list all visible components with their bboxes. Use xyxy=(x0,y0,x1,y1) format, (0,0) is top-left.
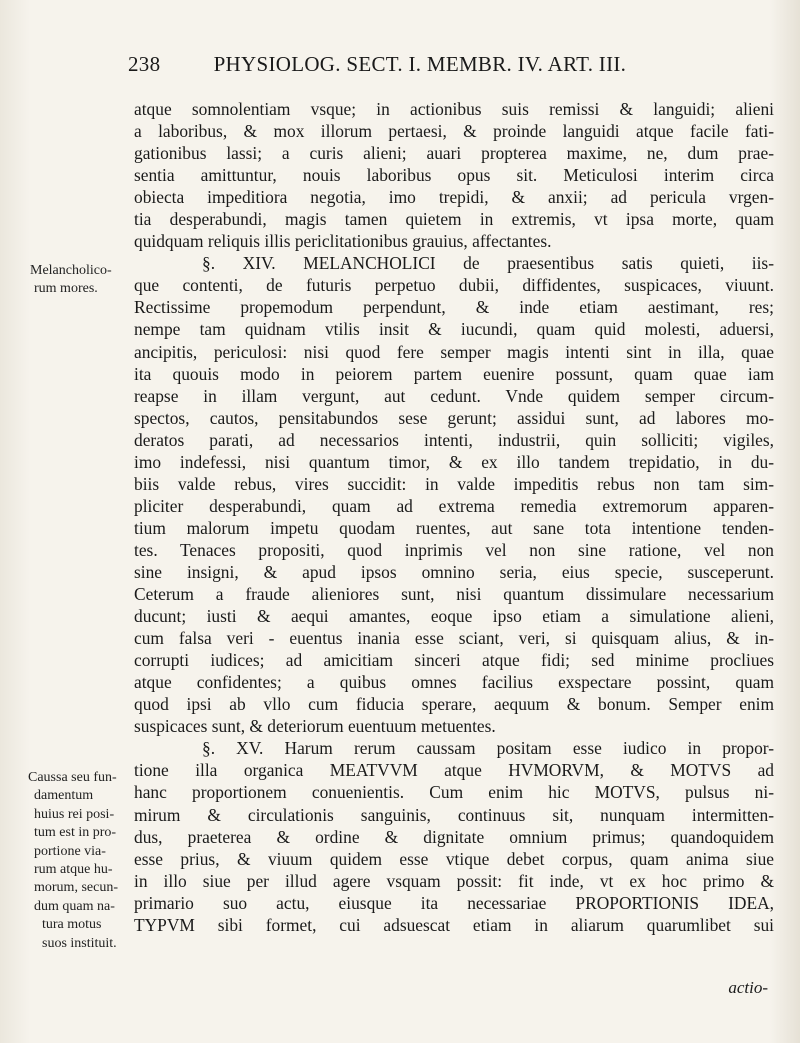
margin-note-line: tum est in pro- xyxy=(34,825,117,841)
text-line: ancipitis, periculosi: nisi quod fere semper magis intenti sint in illa, quae xyxy=(134,341,774,362)
section-14-heading-line: §. XIV. MELANCHOLICI de praesentibus satis quieti, iis- xyxy=(202,253,774,274)
text-line: esse prius, & viuum quidem esse vtique debet corpus, quam anima siue xyxy=(134,848,774,869)
text-line: spectos, cautos, pensitabundos sese gerunt; assidui sunt, ad labores mo- xyxy=(134,407,774,428)
text-line: dus, praeterea & ordine & dignitate omnium primus; quandoquidem xyxy=(134,826,774,847)
text-line: hanc proportionem conuenientis. Cum enim hic MOTVS, pulsus ni- xyxy=(134,782,774,803)
margin-note-line: tura motus xyxy=(42,917,102,933)
margin-note-line: morum, secun- xyxy=(34,880,118,896)
text-line: atque somnolentiam vsque; in actionibus suis remissi & languidi; alieni xyxy=(134,99,774,119)
margin-note-cause xyxy=(28,769,140,953)
text-line: gationibus lassi; a curis alieni; auari propterea maxime, ne, dum prae- xyxy=(134,143,774,164)
margin-note-line: rum mores. xyxy=(34,281,98,297)
text-line: Rectissime propemodum perpendunt, & inde etiam aestimant, res; xyxy=(134,297,774,318)
text-line: TYPVM sibi formet, cui adsuescat etiam in aliarum quarumlibet sui xyxy=(134,914,774,935)
section-15-heading-line: §. XV. Harum rerum caussam positam esse iudico in propor- xyxy=(202,738,774,759)
margin-note-line: Melancholico- xyxy=(30,263,112,278)
text-line: quod ipsi ab vllo cum fiducia sperare, aequum & bonum. Semper enim xyxy=(134,694,774,715)
text-line: ita quouis modo in peiorem partem euenire possunt, quam quae iam xyxy=(134,363,774,384)
page-number: 238 xyxy=(128,52,161,76)
margin-note-line: dum quam na- xyxy=(34,898,115,914)
main-text xyxy=(134,98,774,936)
text-line: cum falsa veri - euentus inania esse sciant, veri, si quisquam alius, & in- xyxy=(134,628,774,649)
text-line: deratos parati, ad necessarios intenti, industrii, quin solliciti; vigiles, xyxy=(134,429,774,450)
text-line: nempe tam quidnam vtilis insit & iucundi, quam quid molesti, aduersi, xyxy=(134,319,774,340)
text-line: que contenti, de futuris perpetuo dubii, diffidentes, suspicaces, viuunt. xyxy=(134,275,774,296)
text-line: tes. Tenaces propositi, quod inprimis vel non sine ratione, vel non xyxy=(134,539,774,560)
text-line: mirum & circulationis sanguinis, continuus sit, nunquam intermitten- xyxy=(134,804,774,825)
catchword: actio- xyxy=(728,978,768,997)
text-line: quidquam reliquis illis periclitationibus grauius, affectantes. xyxy=(134,231,552,252)
margin-note-line: rum atque hu- xyxy=(34,862,113,878)
text-line: sentia amittuntur, nouis laboribus opus sit. Meticulosi interim circa xyxy=(134,165,774,186)
text-line: pliciter desperabundi, quam ad extrema remedia extremorum apparen- xyxy=(134,495,774,516)
text-line: tione illa organica MEATVVM atque HVMORVM, & MOTVS ad xyxy=(134,760,774,781)
text-line: corrupti iudices; ad amicitiam sinceri atque fidi; sed minime procliues xyxy=(134,650,774,671)
margin-note-melancholic-manners xyxy=(30,262,142,299)
text-line: in illo siue per illud agere vsquam possit: fit inde, vt ex hoc primo & xyxy=(134,870,774,891)
text-line: biis valde rebus, vires succidit: in valde impeditis rebus non tam sim- xyxy=(134,473,774,494)
margin-note-line: huius rei posi- xyxy=(34,806,115,822)
margin-note-line: Caussa seu fun- xyxy=(28,770,117,785)
text-line: ducunt; iusti & aequi amantes, eoque ipso etiam a simulatione alieni, xyxy=(134,606,774,627)
text-line: tia desperabundi, magis tamen quietem in extremis, vt ipsa morte, quam xyxy=(134,209,774,230)
text-line: suspicaces sunt, & deteriorum euentuum metuentes. xyxy=(134,716,496,737)
page-header xyxy=(128,52,768,77)
margin-note-line: suos instituit. xyxy=(42,935,117,951)
text-line: primario suo actu, eiusque ita necessariae PROPORTIONIS IDEA, xyxy=(134,892,774,913)
text-line: a laboribus, & mox illorum pertaesi, & proinde languidi atque facile fati- xyxy=(134,121,774,142)
text-line: imo indefessi, nisi quantum timor, & ex illo tandem trepidatio, in du- xyxy=(134,451,774,472)
text-line: reapse in illam vergunt, aut cedunt. Vnde quidem semper circum- xyxy=(134,385,774,406)
text-line: sine insigni, & apud ipsos omnino seria, eius specie, susceperunt. xyxy=(134,561,774,582)
text-line: atque confidentes; a quibus omnes facilius exspectare possint, quam xyxy=(134,672,774,693)
running-title: PHYSIOLOG. SECT. I. MEMBR. IV. ART. III. xyxy=(213,52,627,76)
text-line: tium malorum impetu quodam ruentes, aut sane tota intentione tenden- xyxy=(134,517,774,538)
text-line: Ceterum a fraude alieniores sunt, nisi quantum dissimulare necessarium xyxy=(134,584,774,605)
text-line: obiecta impeditiora negotia, imo trepidi, & anxii; ad pericula vrgen- xyxy=(134,187,774,208)
margin-note-line: damentum xyxy=(34,788,94,804)
margin-note-line: portione via- xyxy=(34,843,106,859)
